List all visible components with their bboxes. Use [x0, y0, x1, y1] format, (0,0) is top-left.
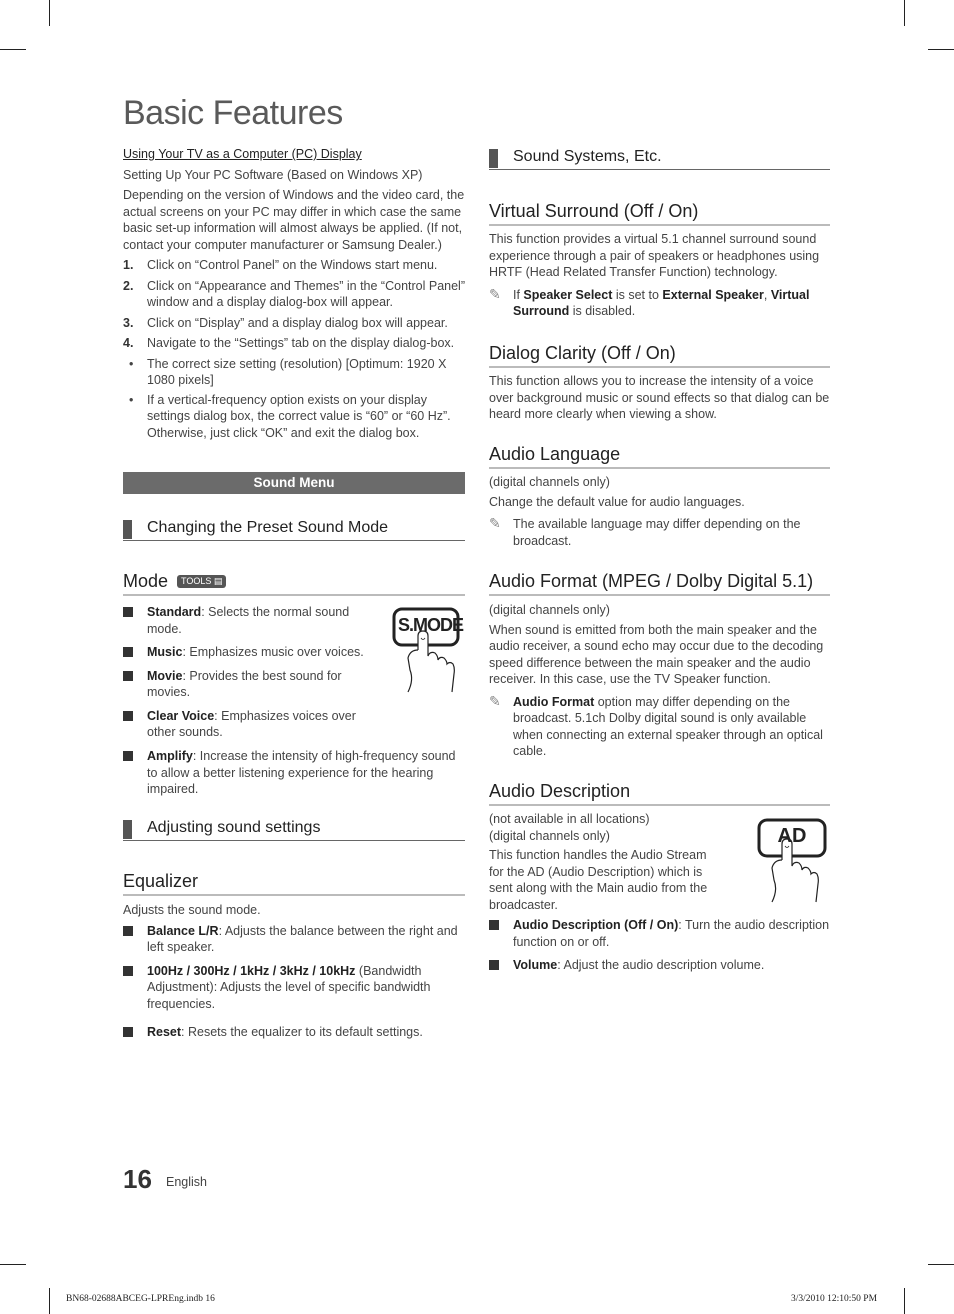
equalizer-intro: Adjusts the sound mode.: [123, 903, 261, 917]
audio-format-section: [489, 602, 830, 760]
virtual-surround-section: [489, 231, 830, 320]
section-bar: [489, 149, 498, 168]
audio-format-heading: Audio Format (MPEG / Dolby Digital 5.1): [489, 571, 830, 596]
audio-language-heading: Audio Language: [489, 444, 830, 469]
ad-button-illustration: [756, 816, 828, 904]
amplify-wrap: [123, 748, 465, 805]
crop-mark: [0, 49, 26, 50]
list-item: Reset: Resets the equalizer to its default settings.: [123, 1024, 465, 1041]
pc-setup-line: Setting Up Your PC Software (Based on Windows XP): [123, 167, 423, 182]
virtual-surround-body: This function provides a virtual 5.1 channel surround sound experience through a pair of speakers or headphones using HRTF (Head Related Transfer Function) technology.: [489, 232, 820, 279]
crop-mark: [49, 0, 50, 26]
page-title: Basic Features: [123, 94, 343, 132]
smode-label: S.MODE: [398, 615, 464, 635]
crop-mark: [0, 1264, 26, 1265]
pc-steps-list: [123, 257, 465, 352]
print-slug-file: BN68-02688ABCEG-LPREng.indb 16: [66, 1294, 215, 1304]
ad-label: AD: [777, 825, 807, 847]
audio-description-list: [489, 917, 830, 974]
audio-description-sub2: (digital channels only): [489, 828, 610, 843]
preset-sound-heading: Changing the Preset Sound Mode: [123, 519, 465, 541]
smode-button-illustration: [388, 606, 464, 696]
audio-language-section: [489, 474, 830, 549]
list-item: Balance L/R: Adjusts the balance between the right and left speaker.: [123, 923, 465, 956]
list-item: 3. Click on “Display” and a display dialog box will appear.: [123, 315, 448, 330]
virtual-surround-heading: Virtual Surround (Off / On): [489, 201, 830, 226]
audio-description-intro: [489, 811, 719, 913]
note-pencil-icon: ✎: [489, 692, 501, 709]
list-item: 2. Click on “Appearance and Themes” in the “Control Panel” window and a display dialog-box will appear.: [123, 278, 465, 309]
list-item: Standard: Selects the normal sound mode.: [123, 604, 368, 637]
audio-language-note: ✎ The available language may differ depending on the broadcast.: [489, 515, 801, 548]
audio-format-note: ✎ Audio Format option may differ depending on the broadcast. 5.1ch Dolby digital sound is only available when connecting an external speaker through an optical cable.: [489, 692, 823, 758]
tools-badge: TOOLS ▤: [177, 575, 226, 588]
audio-language-sub: (digital channels only): [489, 475, 610, 489]
section-bar: [123, 520, 132, 539]
list-item: Amplify: Increase the intensity of high-frequency sound to allow a better listening experience for the hearing impaired.: [123, 748, 465, 798]
audio-format-sub: (digital channels only): [489, 603, 610, 617]
audio-description-heading: Audio Description: [489, 781, 830, 806]
pc-intro: Depending on the version of Windows and the video card, the actual screens on your PC may differ in which case the same basic set-up information will almost always be applied. (If not, contact your computer manufacturer or Samsung Dealer.): [123, 188, 465, 252]
crop-mark: [904, 0, 905, 26]
list-item: Movie: Provides the best sound for movies.: [123, 668, 368, 701]
crop-mark: [904, 1288, 905, 1314]
sound-menu-banner: Sound Menu: [123, 472, 465, 494]
crop-mark: [49, 1288, 50, 1314]
list-item: Audio Description (Off / On): Turn the audio description function on or off.: [489, 917, 830, 950]
list-item: Music: Emphasizes music over voices.: [123, 644, 368, 661]
equalizer-heading: Equalizer: [123, 871, 465, 896]
equalizer-section: [123, 902, 465, 1048]
sound-systems-heading: Sound Systems, Etc.: [489, 148, 830, 170]
pc-bullets-list: [123, 356, 465, 442]
language-label: English: [166, 1175, 207, 1189]
audio-description-body: This function handles the Audio Stream for the AD (Audio Description) which is sent along with the Main audio from the broadcaster.: [489, 848, 708, 912]
virtual-surround-note: ✎ If Speaker Select is set to External Speaker, Virtual Surround is disabled.: [489, 285, 810, 318]
list-item: Volume: Adjust the audio description volume.: [489, 957, 830, 974]
note-pencil-icon: ✎: [489, 515, 501, 531]
audio-format-body: When sound is emitted from both the main speaker and the audio receiver, a sound echo may occur due to the decoding speed difference between the main speaker and the audio receiver. In this case, use the TV Speaker function.: [489, 622, 824, 686]
crop-mark: [928, 49, 954, 50]
dialog-clarity-body: This function allows you to increase the intensity of a voice over background music or sound effects so that dialog can be heard more clearly when viewing a show.: [489, 374, 830, 421]
mode-list: [123, 604, 368, 741]
dialog-clarity-heading: Dialog Clarity (Off / On): [489, 343, 830, 368]
audio-description-sub1: (not available in all locations): [489, 812, 650, 826]
list-item: • If a vertical-frequency option exists on your display settings dialog box, the correct value is “60” or “60 Hz”. Otherwise, just click “OK” and exit the dialog box.: [123, 392, 465, 442]
list-item: 4. Navigate to the “Settings” tab on the display dialog-box.: [123, 336, 455, 350]
note-pencil-icon: ✎: [489, 285, 501, 302]
mode-list-wrap: [123, 604, 368, 748]
audio-language-body: Change the default value for audio languages.: [489, 494, 745, 509]
page-number: 16: [123, 1164, 152, 1194]
adjust-sound-heading: Adjusting sound settings: [123, 819, 465, 841]
print-slug-date: 3/3/2010 12:10:50 PM: [791, 1294, 878, 1304]
pc-display-section: [123, 146, 465, 444]
mode-heading: Mode TOOLS ▤: [123, 571, 465, 596]
pc-display-heading: Using Your TV as a Computer (PC) Display: [123, 147, 362, 161]
list-item: 1. Click on “Control Panel” on the Windows start menu.: [123, 258, 438, 272]
audio-description-list-wrap: [489, 917, 830, 981]
list-item: Clear Voice: Emphasizes voices over other sounds.: [123, 708, 368, 741]
list-item: 100Hz / 300Hz / 1kHz / 3kHz / 10kHz (Bandwidth Adjustment): Adjusts the level of specific bandwidth frequencies.: [123, 963, 465, 1013]
crop-mark: [928, 1264, 954, 1265]
list-item: • The correct size setting (resolution) [Optimum: 1920 X 1080 pixels]: [123, 356, 465, 389]
equalizer-list: [123, 923, 465, 1041]
section-bar: [123, 820, 132, 839]
